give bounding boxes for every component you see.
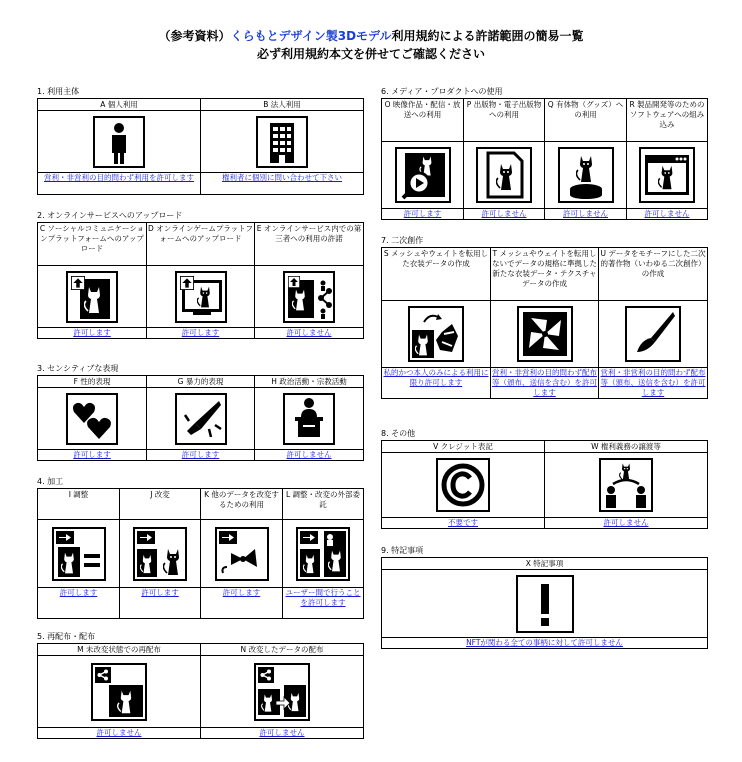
col-m-header: M 未改変状態での再配布 (38, 644, 201, 656)
title-highlight: くらもとデザイン製3Dモデル (230, 29, 392, 43)
title-suffix: 利用規約による許諾範囲の簡易一覧 (391, 29, 584, 43)
col-n-header: N 改変したデータの配布 (201, 644, 364, 656)
section-8-table (381, 440, 708, 529)
section-4-table (37, 488, 364, 619)
col-a-header: A 個人利用 (38, 99, 201, 111)
col-m-status: 許可しません (38, 728, 201, 739)
transfer-people-icon (599, 458, 653, 512)
col-l-header: L 調整・改変の外部委託 (283, 489, 364, 520)
col-u-status: 営利・非営利の目的問わず配布等（頒布、送信を含む）を許可します (600, 368, 706, 397)
col-d-status: 許可します (147, 328, 255, 339)
section-6-table (381, 98, 708, 220)
section-3-table (37, 375, 364, 461)
building-icon (256, 116, 308, 168)
col-j-header: J 改変 (120, 489, 201, 520)
hearts-icon (66, 393, 118, 445)
col-r-status: 許可しません (627, 209, 708, 220)
col-d-header: D オンラインゲームプラットフォームへのアップロード (147, 223, 255, 266)
col-c-status: 許可します (38, 328, 147, 339)
col-v-header: V クレジット表記 (382, 441, 545, 453)
title-line-1 (0, 27, 742, 45)
col-f-status: 許可します (38, 450, 147, 461)
video-icon (395, 147, 451, 203)
col-q-header: Q 有体物（グッズ）への利用 (545, 99, 627, 142)
col-n-status: 許可しません (201, 728, 364, 739)
window-icon (639, 147, 695, 203)
upload-monitor-icon (175, 271, 227, 323)
modify-icon (133, 527, 187, 581)
section-9-table (381, 557, 708, 649)
section-1-table (37, 98, 364, 195)
col-i-status: 許可します (38, 588, 120, 619)
col-i-header: I 調整 (38, 489, 120, 520)
section-8-title: 8. その他 (381, 429, 416, 438)
knife-icon (175, 393, 227, 445)
col-h-header: H 政治活動・宗教活動 (255, 376, 364, 388)
section-6-title: 6. メディア・プロダクトへの使用 (381, 87, 503, 96)
pinwheel-icon (517, 306, 573, 362)
col-o-status: 許可します (382, 209, 464, 220)
brush-icon (625, 306, 681, 362)
col-w-header: W 権利義務の譲渡等 (545, 441, 708, 453)
podium-icon (283, 393, 335, 445)
transfer-icon (408, 306, 464, 362)
section-3-title: 3. センシティブな表現 (37, 364, 119, 373)
col-v-status: 不要です (382, 518, 545, 529)
col-q-status: 許可しません (545, 209, 627, 220)
col-l-status: ユーザー間で行うことを許可します (283, 588, 364, 619)
section-7-table (381, 247, 708, 399)
col-g-header: G 暴力的表現 (147, 376, 255, 388)
col-k-status: 許可します (201, 588, 283, 619)
col-o-header: O 映像作品・配信・放送への利用 (382, 99, 464, 142)
share-cat-icon (283, 271, 335, 323)
title-line-2: 必ず利用規約本文を併せてご確認ください (256, 47, 485, 61)
col-g-status: 許可します (147, 450, 255, 461)
section-2-title: 2. オンラインサービスへのアップロード (37, 211, 183, 220)
section-9-title: 9. 特記事項 (381, 546, 424, 555)
col-x-header: X 特記事項 (382, 558, 708, 570)
section-7-title: 7. 二次創作 (381, 236, 424, 245)
col-p-header: P 出版物・電子出版物への利用 (464, 99, 545, 142)
exclamation-icon (516, 575, 574, 633)
section-5-title: 5. 再配布・配布 (37, 632, 96, 641)
col-j-status: 許可します (120, 588, 201, 619)
col-e-status: 許可しません (255, 328, 364, 339)
col-w-status: 許可しません (545, 518, 708, 529)
col-b-header: B 法人利用 (201, 99, 364, 111)
section-2-table (37, 222, 364, 339)
title-prefix: （参考資料） (158, 29, 231, 43)
figure-icon (558, 147, 614, 203)
section-5-table (37, 643, 364, 739)
col-h-status: 許可しません (255, 450, 364, 461)
col-t-header: T メッシュやウェイトを転用しないでデータの規格に準拠した新たな衣装データ・テクスチャデータの作成 (491, 248, 599, 301)
col-r-header: R 製品開発等のためのソフトウェアへの組み込み (627, 99, 708, 142)
col-p-status: 許可しません (464, 209, 545, 220)
col-b-status: 権利者に個別に問い合わせて下さい (201, 173, 364, 195)
col-k-header: K 他のデータを改変するための利用 (201, 489, 283, 520)
bow-icon (215, 527, 269, 581)
col-x-status: NFTが関わる全ての事柄に対して許可しません (382, 638, 708, 649)
page-title (0, 27, 742, 63)
share-modified-icon (254, 663, 310, 721)
col-s-status: 私的かつ本人のみによる利用に限り許可します (382, 368, 491, 399)
person-icon (93, 116, 145, 168)
section-4-title: 4. 加工 (37, 477, 64, 486)
col-a-status: 営利・非営利の目的問わず利用を許可します (38, 173, 201, 195)
col-u-header: U データをモチーフにした二次的著作物（いわゆる二次創作）の作成 (599, 248, 708, 301)
col-t-status: 営利・非営利の目的問わず配布等（頒布、送信を含む）を許可します (492, 368, 597, 397)
section-1-title: 1. 利用主体 (37, 87, 80, 96)
col-f-header: F 性的表現 (38, 376, 147, 388)
document-icon (476, 147, 532, 203)
upload-cat-icon (66, 271, 118, 323)
outsource-icon (296, 527, 350, 581)
col-s-header: S メッシュやウェイトを転用した衣装データの作成 (382, 248, 491, 301)
col-c-header: C ソーシャルコミュニケーションプラットフォームへのアップロード (38, 223, 147, 266)
adjust-icon (52, 527, 106, 581)
copyright-icon (436, 458, 490, 512)
col-e-header: E オンラインサービス内での第三者への利用の許諾 (255, 223, 364, 266)
share-box-icon (91, 663, 147, 721)
